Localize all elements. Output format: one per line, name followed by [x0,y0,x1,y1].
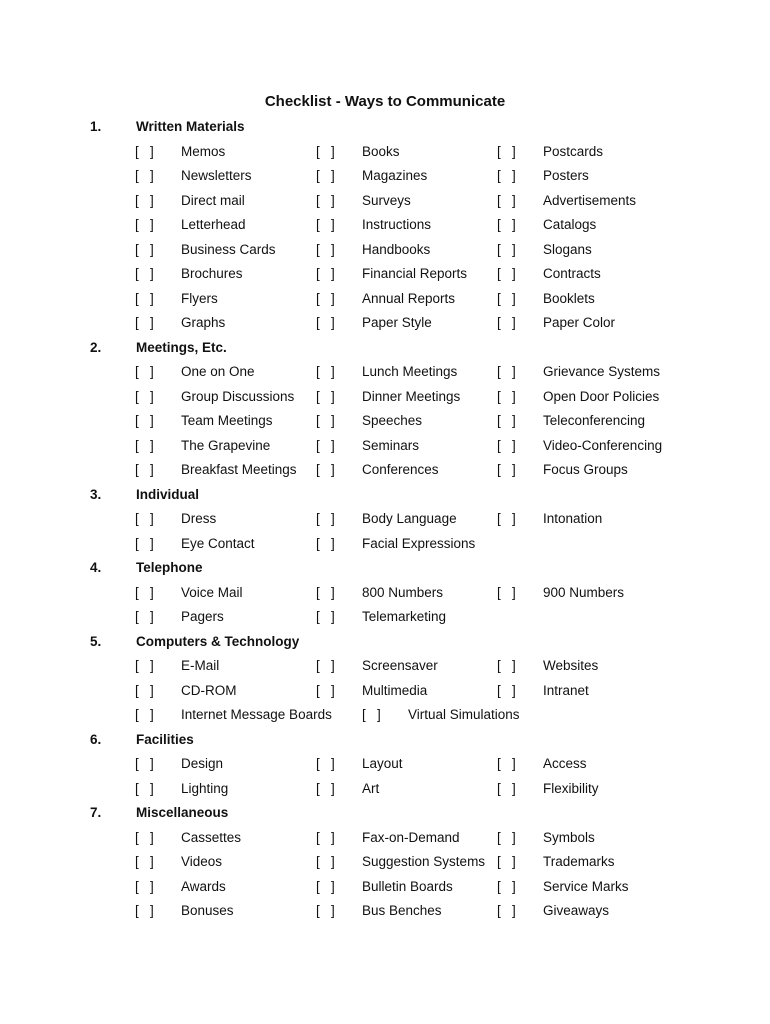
checklist-item-label: Team Meetings [181,413,273,428]
checkbox[interactable]: [ ] [135,756,154,771]
checklist-item-label: Facial Expressions [362,535,476,551]
checkbox[interactable]: [ ] [497,682,516,698]
checklist-row [0,754,770,779]
checklist-row [0,191,770,216]
checklist-item-label: Bulletin Boards [362,878,453,894]
checkbox[interactable]: [ ] [316,878,335,894]
checklist-item-label: Layout [362,756,403,771]
checkbox[interactable]: [ ] [316,315,335,330]
checkbox[interactable]: [ ] [135,584,154,600]
section-number: 6. [90,731,102,747]
section-title: Miscellaneous [136,805,229,820]
checklist-item-label: Annual Reports [362,290,456,306]
checklist-item-label: Virtual Simulations [408,707,520,722]
section-6 [0,730,770,804]
checkbox[interactable]: [ ] [497,168,516,183]
checkbox[interactable]: [ ] [135,854,154,869]
checklist-item-label: Teleconferencing [543,413,646,428]
checklist-row [0,852,770,877]
checklist-item-label: Lighting [181,780,229,796]
checklist-item-label: Screensaver [362,658,438,673]
section-title: Written Materials [136,119,245,134]
checklist-item-label: Instructions [362,217,432,232]
page-title: Checklist - Ways to Communicate [264,93,506,110]
checkbox[interactable]: [ ] [362,707,381,722]
checklist-row [0,362,770,387]
checkbox[interactable]: [ ] [497,854,516,869]
checkbox[interactable]: [ ] [135,168,154,183]
checklist-item-label: Bus Benches [362,903,442,918]
checklist-item-label: Design [181,756,224,771]
section-heading [0,632,770,657]
checklist-item-label: Business Cards [181,241,276,257]
checkbox[interactable]: [ ] [135,878,154,894]
checklist-row [0,289,770,314]
checkbox[interactable]: [ ] [497,437,516,453]
section-5 [0,632,770,730]
checklist-row [0,656,770,681]
checkbox[interactable]: [ ] [316,143,335,159]
checklist-item-label: Pagers [181,609,224,624]
checklist-item-label: Websites [543,658,599,673]
checklist-item-label: Body Language [362,511,457,526]
section-number: 7. [90,805,102,820]
checkbox[interactable]: [ ] [497,192,516,208]
checkbox[interactable]: [ ] [316,168,335,183]
section-2 [0,338,770,485]
checklist-item-label: Seminars [362,437,420,453]
checkbox[interactable]: [ ] [316,829,335,845]
checklist-item-label: Grievance Systems [543,364,661,379]
checkbox[interactable]: [ ] [316,584,335,600]
checklist-item-label: Flexibility [543,780,599,796]
checkbox[interactable]: [ ] [316,511,335,526]
checklist-item-label: Memos [181,143,226,159]
checklist-row [0,387,770,412]
section-heading [0,730,770,755]
checkbox[interactable]: [ ] [497,462,516,477]
checklist-row [0,705,770,730]
checklist-item-label: Surveys [362,192,411,208]
checkbox[interactable]: [ ] [316,364,335,379]
checklist-row [0,828,770,853]
checkbox[interactable]: [ ] [316,437,335,453]
checkbox[interactable]: [ ] [135,143,154,159]
checkbox[interactable]: [ ] [316,658,335,673]
checklist-item-label: Intonation [543,511,603,526]
checkbox[interactable]: [ ] [135,266,154,281]
checklist-item-label: 900 Numbers [543,584,625,600]
checkbox[interactable]: [ ] [135,535,154,551]
checklist-item-label: CD-ROM [181,682,237,698]
checkbox[interactable]: [ ] [497,143,516,159]
checklist-item-label: Telemarketing [362,609,447,624]
checkbox[interactable]: [ ] [497,658,516,673]
checklist-item-label: Cassettes [181,829,242,845]
checkbox[interactable]: [ ] [497,829,516,845]
checklist-row [0,166,770,191]
checkbox[interactable]: [ ] [316,780,335,796]
checklist-row [0,142,770,167]
checkbox[interactable]: [ ] [497,241,516,257]
checklist-item-label: Awards [181,878,226,894]
checklist-item-label: Conferences [362,462,439,477]
checkbox[interactable]: [ ] [316,903,335,918]
section-title: Telephone [136,560,203,575]
checkbox[interactable]: [ ] [316,609,335,624]
checklist-item-label: Intranet [543,682,589,698]
checkbox[interactable]: [ ] [316,854,335,869]
section-7 [0,803,770,926]
checklist-item-label: Focus Groups [543,462,628,477]
checklist-item-label: Fax-on-Demand [362,829,460,845]
checklist-item-label: Open Door Policies [543,388,660,404]
section-number: 2. [90,339,102,355]
checkbox[interactable]: [ ] [135,192,154,208]
section-1 [0,117,770,338]
checkbox[interactable]: [ ] [135,707,154,722]
checklist-item-label: Multimedia [362,682,428,698]
checklist-item-label: Letterhead [181,217,246,232]
checklist-item-label: Dress [181,511,217,526]
checkbox[interactable]: [ ] [135,829,154,845]
checklist-item-label: Contracts [543,266,601,281]
checklist-item-label: Video-Conferencing [543,437,663,453]
checklist-item-label: Group Discussions [181,388,295,404]
checkbox[interactable]: [ ] [135,388,154,404]
section-number: 1. [90,119,102,134]
checklist-item-label: Graphs [181,315,226,330]
checklist-item-label: Handbooks [362,241,431,257]
checkbox[interactable]: [ ] [135,682,154,698]
checklist-item-label: Videos [181,854,223,869]
checklist-row [0,583,770,608]
checklist-row [0,264,770,289]
checklist-row [0,607,770,632]
section-number: 4. [90,560,102,575]
checkbox[interactable]: [ ] [135,290,154,306]
section-4 [0,558,770,632]
checklist-item-label: One on One [181,364,255,379]
section-title: Meetings, Etc. [136,339,227,355]
checklist-item-label: Symbols [543,829,595,845]
checklist-item-label: Art [362,780,380,796]
section-heading [0,117,770,142]
section-title: Facilities [136,731,194,747]
checklist-row [0,240,770,265]
checkbox[interactable]: [ ] [316,290,335,306]
checkbox[interactable]: [ ] [135,658,154,673]
checklist-item-label: Booklets [543,290,595,306]
checklist-row [0,411,770,436]
checkbox[interactable]: [ ] [497,315,516,330]
checkbox[interactable]: [ ] [497,878,516,894]
checklist-item-label: Advertisements [543,192,637,208]
checkbox[interactable]: [ ] [497,364,516,379]
checklist-item-label: Internet Message Boards [181,707,332,722]
checklist-row [0,901,770,926]
checkbox[interactable]: [ ] [135,217,154,232]
checklist-item-label: Dinner Meetings [362,388,461,404]
checkbox[interactable]: [ ] [316,192,335,208]
checklist-item-label: Catalogs [543,217,597,232]
checkbox[interactable]: [ ] [316,413,335,428]
checkbox[interactable]: [ ] [316,462,335,477]
section-heading [0,558,770,583]
checkbox[interactable]: [ ] [316,266,335,281]
checklist-row [0,681,770,706]
checkbox[interactable]: [ ] [135,241,154,257]
checkbox[interactable]: [ ] [497,903,516,918]
checklist-item-label: Lunch Meetings [362,364,458,379]
checklist-item-label: Flyers [181,290,218,306]
section-heading [0,338,770,363]
checkbox[interactable]: [ ] [316,756,335,771]
checkbox[interactable]: [ ] [135,413,154,428]
checkbox[interactable]: [ ] [135,903,154,918]
checklist-item-label: Direct mail [181,192,245,208]
checkbox[interactable]: [ ] [316,388,335,404]
checklist-row [0,313,770,338]
checklist-item-label: Slogans [543,241,592,257]
checklist-item-label: E-Mail [181,658,220,673]
checklist-item-label: Voice Mail [181,584,243,600]
checkbox[interactable]: [ ] [135,462,154,477]
checklist-item-label: Postcards [543,143,604,159]
checklist-item-label: Paper Color [543,315,616,330]
checklist-item-label: Magazines [362,168,428,183]
checkbox[interactable]: [ ] [497,511,516,526]
checklist-row [0,215,770,240]
checkbox[interactable]: [ ] [135,609,154,624]
checkbox[interactable]: [ ] [497,388,516,404]
checklist-item-label: Suggestion Systems [362,854,486,869]
checklist-item-label: Service Marks [543,878,629,894]
checkbox[interactable]: [ ] [316,217,335,232]
checklist-item-label: Posters [543,168,589,183]
checklist-row [0,779,770,804]
checkbox[interactable]: [ ] [497,780,516,796]
checklist-item-label: Access [543,756,587,771]
checkbox[interactable]: [ ] [135,364,154,379]
checkbox[interactable]: [ ] [135,511,154,526]
checklist-row [0,877,770,902]
checklist-item-label: Breakfast Meetings [181,462,297,477]
checkbox[interactable]: [ ] [497,584,516,600]
checkbox[interactable]: [ ] [316,535,335,551]
section-heading [0,803,770,828]
checkbox[interactable]: [ ] [135,437,154,453]
checklist-item-label: Eye Contact [181,535,255,551]
checklist-row [0,534,770,559]
section-title: Computers & Technology [136,633,300,649]
checklist-item-label: Paper Style [362,315,432,330]
checklist-item-label: Books [362,143,400,159]
checklist-item-label: Financial Reports [362,266,468,281]
checkbox[interactable]: [ ] [135,315,154,330]
checklist-item-label: Speeches [362,413,423,428]
checklist-row [0,460,770,485]
checkbox[interactable]: [ ] [497,756,516,771]
section-3 [0,485,770,559]
checkbox[interactable]: [ ] [497,217,516,232]
checklist-row [0,436,770,461]
section-number: 3. [90,486,102,502]
checklist-item-label: The Grapevine [181,437,271,453]
checkbox[interactable]: [ ] [497,290,516,306]
checklist-item-label: Brochures [181,266,243,281]
checklist-item-label: Giveaways [543,903,610,918]
checkbox[interactable]: [ ] [497,266,516,281]
checklist [0,117,770,926]
section-number: 5. [90,633,102,649]
checkbox[interactable]: [ ] [135,780,154,796]
checkbox[interactable]: [ ] [497,413,516,428]
checklist-item-label: 800 Numbers [362,584,444,600]
checklist-item-label: Bonuses [181,903,234,918]
checklist-item-label: Trademarks [543,854,615,869]
section-title: Individual [136,486,200,502]
checklist-item-label: Newsletters [181,168,252,183]
checkbox[interactable]: [ ] [316,682,335,698]
section-heading [0,485,770,510]
checkbox[interactable]: [ ] [316,241,335,257]
checklist-row [0,509,770,534]
